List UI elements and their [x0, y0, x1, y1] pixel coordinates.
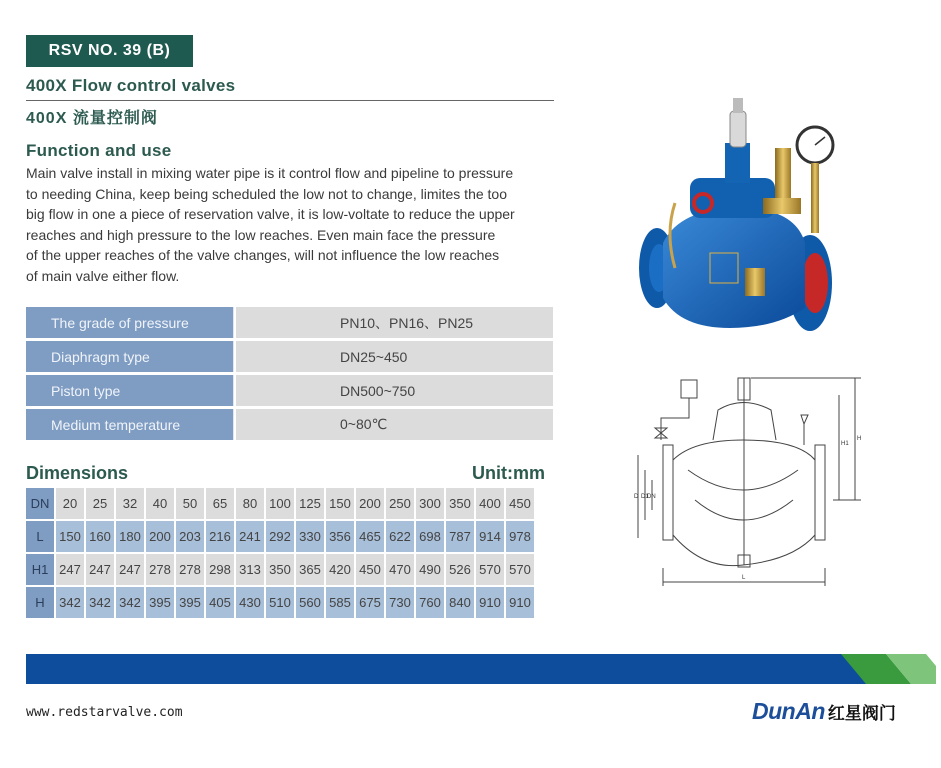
- dimensions-row: [26, 587, 536, 618]
- dimensions-cell: 250: [386, 488, 414, 519]
- dimensions-row: [26, 488, 536, 519]
- spec-value: PN10、PN16、PN25: [236, 307, 553, 338]
- dimensions-cell: 247: [116, 554, 144, 585]
- dimensions-cell: 300: [416, 488, 444, 519]
- dimensions-cell: 914: [476, 521, 504, 552]
- dimensions-cell: 560: [296, 587, 324, 618]
- dimensions-cell: 730: [386, 587, 414, 618]
- dimensions-cell: 160: [86, 521, 114, 552]
- dimensions-cell: 350: [446, 488, 474, 519]
- dimensions-row: [26, 521, 536, 552]
- dimensions-cell: 395: [176, 587, 204, 618]
- spec-label: Medium temperature: [26, 409, 233, 440]
- spec-table: [26, 307, 553, 443]
- brand-logo: [752, 698, 896, 725]
- dimensions-cell: 180: [116, 521, 144, 552]
- dimensions-cell: 247: [56, 554, 84, 585]
- dimensions-row-header: L: [26, 521, 54, 552]
- description-line: reaches and high pressure to the low reaches. Even main face the pressure: [26, 226, 496, 243]
- dimensions-cell: 342: [86, 587, 114, 618]
- dimensions-cell: 698: [416, 521, 444, 552]
- dimensions-cell: 100: [266, 488, 294, 519]
- dimensions-cell: 278: [146, 554, 174, 585]
- description-line: to needing China, keep being scheduled the low not to change, limites the too: [26, 185, 507, 202]
- dimensions-cell: 910: [506, 587, 534, 618]
- brand-name-cn: 红星阀门: [827, 704, 896, 723]
- label-L: L: [742, 575, 746, 581]
- dimension-drawing: [633, 370, 873, 592]
- dimensions-cell: 430: [236, 587, 264, 618]
- description-line: big flow in one a piece of reservation valve, it is low-voltate to reduce the upper: [26, 206, 515, 223]
- function-description: [26, 163, 558, 287]
- dimensions-cell: 356: [326, 521, 354, 552]
- spec-value: 0~80℃: [236, 409, 553, 440]
- dimensions-cell: 25: [86, 488, 114, 519]
- dimensions-unit: Unit:mm: [472, 463, 545, 483]
- label-D: D: [634, 494, 639, 500]
- dimensions-cell: 200: [146, 521, 174, 552]
- dimensions-cell: 125: [296, 488, 324, 519]
- dimensions-cell: 342: [56, 587, 84, 618]
- function-heading: Function and use: [26, 141, 172, 160]
- dimensions-cell: 50: [176, 488, 204, 519]
- description-line: Main valve install in mixing water pipe is it control flow and pipeline to pressure: [26, 165, 514, 181]
- dimensions-cell: 570: [506, 554, 534, 585]
- label-H1: H1: [841, 441, 849, 447]
- dimensions-cell: 313: [236, 554, 264, 585]
- dimensions-cell: 395: [146, 587, 174, 618]
- dimensions-cell: 330: [296, 521, 324, 552]
- label-H: H: [857, 436, 862, 442]
- dimensions-cell: 298: [206, 554, 234, 585]
- spec-row: [26, 409, 553, 440]
- brand-name: DunAn: [752, 698, 825, 724]
- dimensions-cell: 216: [206, 521, 234, 552]
- dimensions-cell: 247: [86, 554, 114, 585]
- description-line: of main valve either flow.: [26, 267, 180, 284]
- label-D1: D1: [641, 494, 649, 500]
- label-DN: DN: [647, 494, 656, 500]
- website-link[interactable]: www.redstarvalve.com: [26, 705, 183, 720]
- dimensions-cell: 585: [326, 587, 354, 618]
- dimensions-cell: 241: [236, 521, 264, 552]
- dimensions-cell: 760: [416, 587, 444, 618]
- spec-row: [26, 307, 553, 338]
- dimensions-cell: 150: [56, 521, 84, 552]
- dimensions-cell: 978: [506, 521, 534, 552]
- dimensions-cell: 470: [386, 554, 414, 585]
- spec-label: Diaphragm type: [26, 341, 233, 372]
- dimensions-cell: 840: [446, 587, 474, 618]
- product-title-cn: 400X 流量控制阀: [26, 110, 158, 127]
- dimensions-cell: 420: [326, 554, 354, 585]
- footer-band: [26, 654, 936, 684]
- valve-photo: [635, 93, 850, 343]
- dimensions-heading: Dimensions: [26, 463, 129, 483]
- product-title-en: 400X Flow control valves: [26, 76, 236, 95]
- dimensions-row-header: DN: [26, 488, 54, 519]
- dimensions-table: [26, 488, 536, 620]
- dimensions-cell: 910: [476, 587, 504, 618]
- dimensions-cell: 400: [476, 488, 504, 519]
- dimensions-cell: 342: [116, 587, 144, 618]
- dimensions-cell: 292: [266, 521, 294, 552]
- spec-row: [26, 375, 553, 406]
- spec-label: Piston type: [26, 375, 233, 406]
- dimensions-cell: 150: [326, 488, 354, 519]
- model-badge: [26, 35, 193, 67]
- dimensions-cell: 787: [446, 521, 474, 552]
- dimensions-cell: 203: [176, 521, 204, 552]
- dimensions-row: [26, 554, 536, 585]
- dimensions-cell: 405: [206, 587, 234, 618]
- dimensions-cell: 80: [236, 488, 264, 519]
- dimensions-cell: 490: [416, 554, 444, 585]
- dimensions-cell: 32: [116, 488, 144, 519]
- dimensions-cell: 20: [56, 488, 84, 519]
- dimensions-cell: 40: [146, 488, 174, 519]
- dimensions-cell: 450: [356, 554, 384, 585]
- dimensions-cell: 200: [356, 488, 384, 519]
- spec-row: [26, 341, 553, 372]
- spec-value: DN25~450: [236, 341, 553, 372]
- spec-value: DN500~750: [236, 375, 553, 406]
- spec-label: The grade of pressure: [26, 307, 233, 338]
- model-number: RSV NO. 39 (B): [48, 42, 171, 59]
- dimensions-cell: 350: [266, 554, 294, 585]
- dimensions-cell: 570: [476, 554, 504, 585]
- dimensions-cell: 450: [506, 488, 534, 519]
- dimensions-cell: 622: [386, 521, 414, 552]
- dimensions-cell: 510: [266, 587, 294, 618]
- dimensions-cell: 675: [356, 587, 384, 618]
- dimensions-cell: 526: [446, 554, 474, 585]
- dimensions-cell: 278: [176, 554, 204, 585]
- dimensions-row-header: H: [26, 587, 54, 618]
- dimensions-cell: 65: [206, 488, 234, 519]
- description-line: of the upper reaches of the valve changes, will not influence the low reaches: [26, 247, 500, 264]
- dimensions-cell: 365: [296, 554, 324, 585]
- dimensions-cell: 465: [356, 521, 384, 552]
- dimensions-row-header: H1: [26, 554, 54, 585]
- title-divider: [26, 100, 554, 101]
